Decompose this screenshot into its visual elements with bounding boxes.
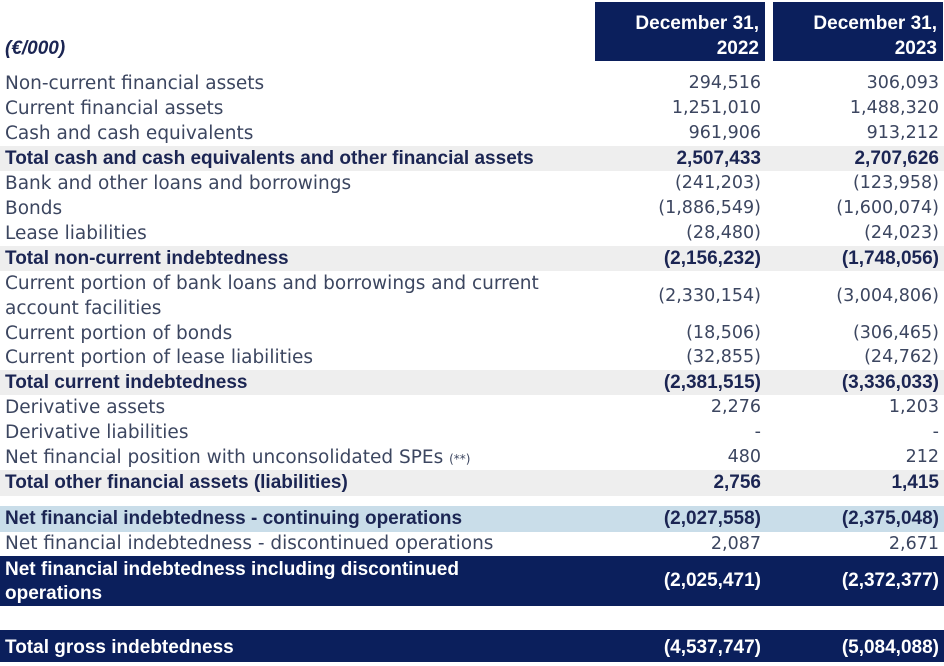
total-row — [0, 246, 944, 271]
column-header-2022-line1: December 31, — [635, 13, 759, 34]
value-2023: (2,372,377) — [841, 570, 939, 591]
row-label: Total other financial assets (liabilities) — [5, 472, 348, 493]
value-2023: 1,488,320 — [849, 98, 939, 118]
row-label: Current financial assets — [5, 98, 224, 119]
row-label: Bank and other loans and borrowings — [5, 173, 352, 194]
value-2022: (28,480) — [686, 223, 761, 243]
value-2022: 480 — [727, 447, 761, 467]
summary-row — [0, 556, 944, 606]
value-2022: (1,886,549) — [658, 198, 761, 218]
total-row — [0, 146, 944, 171]
table-row — [0, 271, 944, 321]
value-2023: 212 — [905, 447, 939, 467]
highlight-row — [0, 506, 944, 532]
value-2022: 961,906 — [688, 123, 761, 143]
value-2022: - — [754, 422, 761, 442]
column-header-2023 — [773, 2, 943, 61]
value-2022: 294,516 — [688, 73, 761, 93]
value-2023: (1,748,056) — [841, 248, 939, 269]
value-2022: 2,087 — [710, 534, 761, 554]
value-2022: (2,330,154) — [658, 286, 761, 306]
value-2023: (306,465) — [852, 323, 939, 343]
row-label: Derivative liabilities — [5, 422, 189, 443]
value-2022: (241,203) — [674, 173, 761, 193]
footnote-marker: (**) — [449, 452, 471, 466]
table-row — [0, 71, 944, 96]
row-label-line2: operations — [5, 583, 103, 604]
table-row — [0, 321, 944, 346]
value-2023: 2,671 — [888, 534, 939, 554]
row-label: Current portion of bonds — [5, 323, 233, 344]
row-label: Net financial indebtedness - continuing operations — [5, 508, 463, 529]
value-2023: (24,762) — [864, 347, 939, 367]
row-label-line2: account facilities — [5, 298, 162, 319]
value-2022: (2,381,515) — [663, 372, 761, 393]
column-header-2023-line1: December 31, — [813, 13, 937, 34]
value-2023: (3,336,033) — [841, 372, 939, 393]
table-row — [0, 121, 944, 146]
value-2023: 1,415 — [891, 472, 939, 493]
table-row — [0, 420, 944, 445]
table-row — [0, 221, 944, 246]
row-label: Non-current financial assets — [5, 73, 265, 94]
value-2023: 1,203 — [888, 397, 939, 417]
value-2023: - — [932, 422, 939, 442]
row-label: Derivative assets — [5, 397, 166, 418]
table-row — [0, 395, 944, 420]
unit-label: (€/000) — [5, 38, 66, 59]
row-label: Cash and cash equivalents — [5, 123, 254, 144]
value-2023: 913,212 — [866, 123, 939, 143]
table-row — [0, 196, 944, 221]
table-row — [0, 345, 944, 370]
value-2022: 1,251,010 — [671, 98, 761, 118]
value-2023: (1,600,074) — [836, 198, 939, 218]
column-header-2022-line2: 2022 — [716, 38, 759, 59]
total-row — [0, 370, 944, 395]
row-label: Total cash and cash equivalents and other financial assets — [5, 148, 534, 169]
value-2022: 2,507,433 — [676, 148, 761, 169]
column-header-2023-line2: 2023 — [894, 38, 937, 59]
value-2023: (24,023) — [864, 223, 939, 243]
value-2022: 2,756 — [713, 472, 761, 493]
value-2023: (2,375,048) — [841, 508, 939, 529]
table-row — [0, 445, 944, 470]
row-label-line1: Net financial indebtedness including discontinued — [5, 559, 459, 580]
total-row — [0, 470, 944, 496]
value-2023: (3,004,806) — [836, 286, 939, 306]
table-row — [0, 532, 944, 556]
value-2022: (2,027,558) — [663, 508, 761, 529]
value-2023: 2,707,626 — [854, 148, 939, 169]
value-2023: (123,958) — [852, 173, 939, 193]
row-label: Lease liabilities — [5, 223, 147, 244]
value-2022: (18,506) — [686, 323, 761, 343]
value-2022: 2,276 — [710, 397, 761, 417]
row-label: Total non-current indebtedness — [5, 248, 289, 269]
row-label: Total current indebtedness — [5, 372, 248, 393]
row-label — [5, 445, 470, 472]
row-label: Current portion of lease liabilities — [5, 347, 314, 368]
row-label: Total gross indebtedness — [5, 637, 234, 658]
row-label: Bonds — [5, 198, 63, 219]
column-header-2022 — [595, 2, 765, 61]
value-2023: 306,093 — [866, 73, 939, 93]
table-row — [0, 96, 944, 121]
value-2022: (2,156,232) — [663, 248, 761, 269]
row-label: Net financial indebtedness - discontinued operations — [5, 533, 494, 554]
summary-row — [0, 630, 944, 662]
value-2023: (5,084,088) — [841, 637, 939, 658]
value-2022: (2,025,471) — [663, 570, 761, 591]
row-label-text: Net financial position with unconsolidated SPEs — [5, 447, 444, 468]
row-label-line1: Current portion of bank loans and borrowings and current — [5, 273, 539, 294]
value-2022: (4,537,747) — [663, 637, 761, 658]
table-row — [0, 171, 944, 196]
value-2022: (32,855) — [686, 347, 761, 367]
